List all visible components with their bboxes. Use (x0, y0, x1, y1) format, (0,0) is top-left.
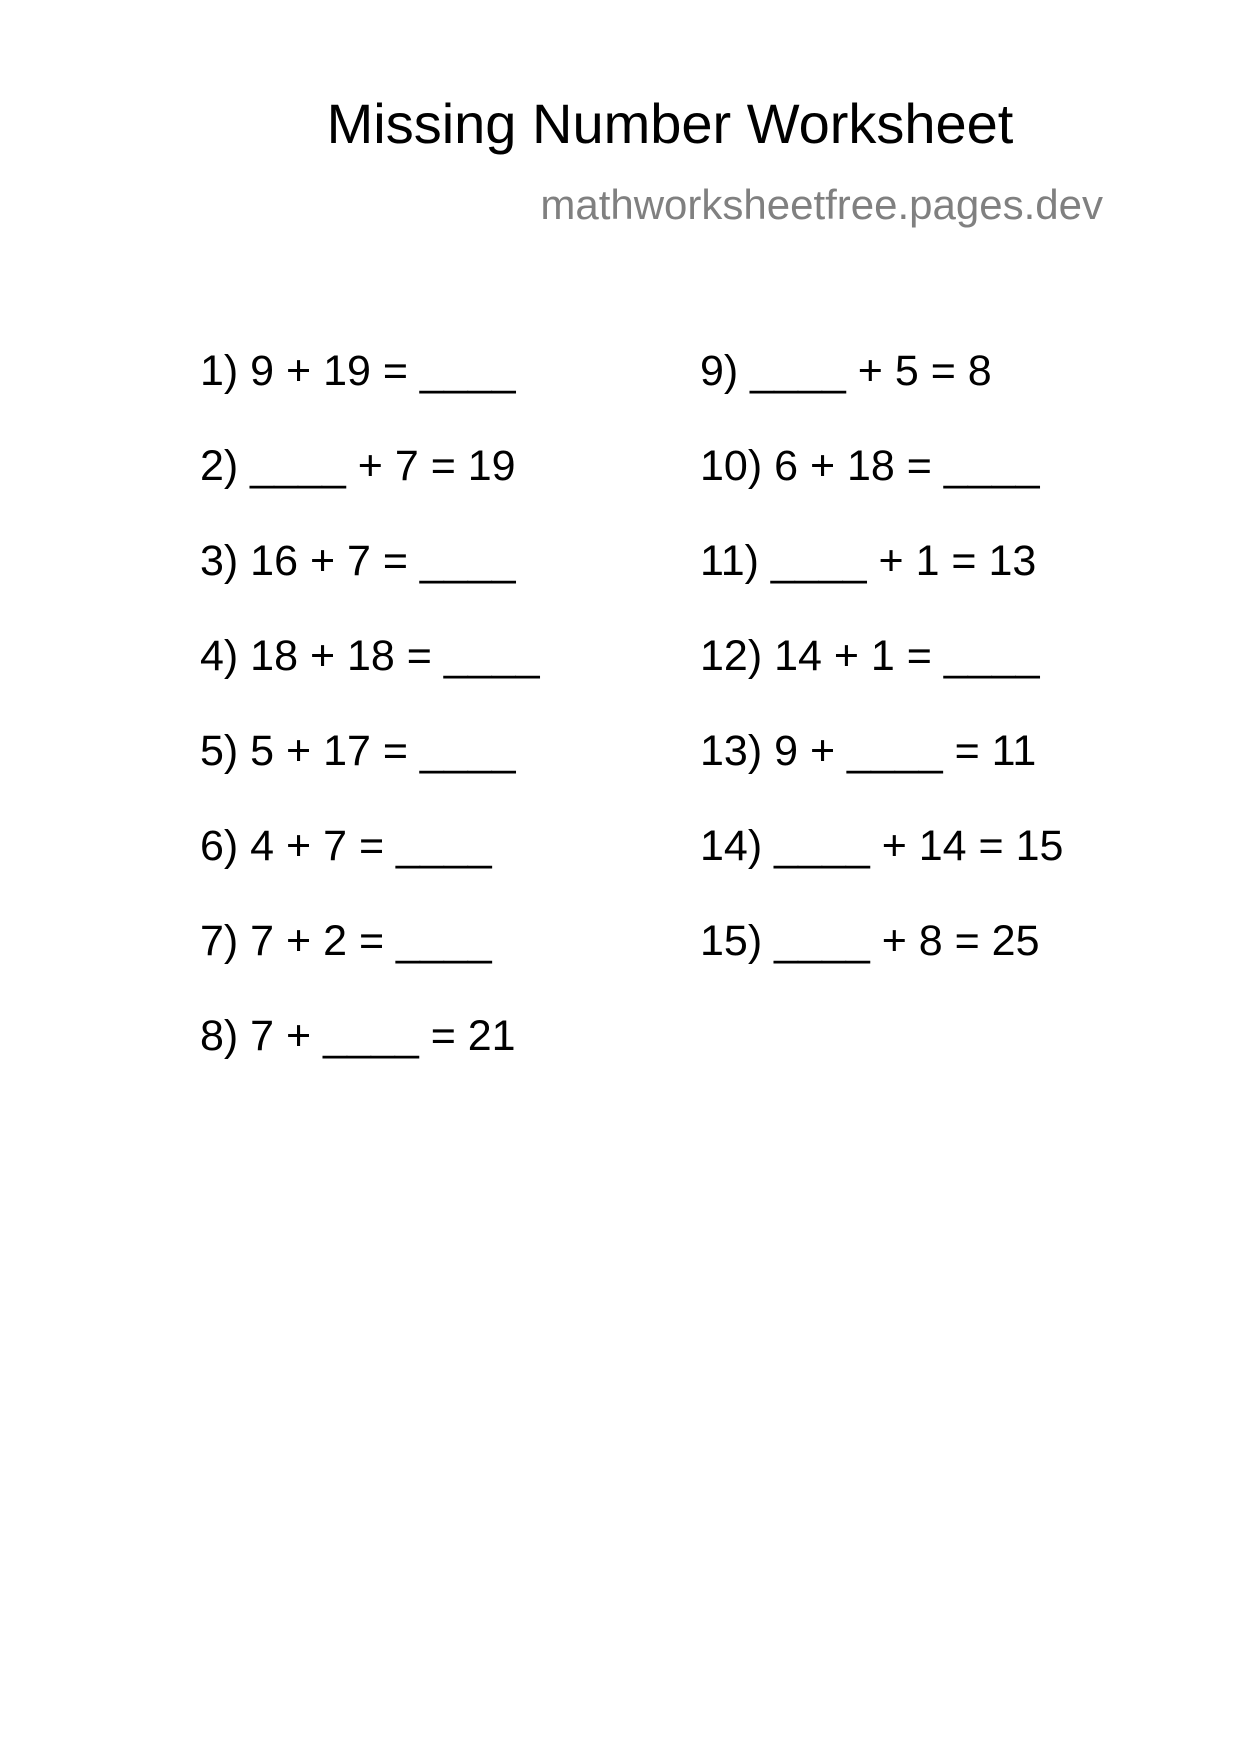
problem-item: 11) ____ + 1 = 13 (700, 537, 1037, 585)
problem-item: 6) 4 + 7 = ____ (200, 822, 492, 870)
problem-item: 2) ____ + 7 = 19 (200, 442, 516, 490)
problem-column-left (200, 347, 540, 1110)
problem-item: 14) ____ + 14 = 15 (700, 822, 1064, 870)
problem-item: 9) ____ + 5 = 8 (700, 347, 992, 395)
problem-item: 5) 5 + 17 = ____ (200, 727, 516, 775)
problem-item: 13) 9 + ____ = 11 (700, 727, 1037, 775)
problem-item: 10) 6 + 18 = ____ (700, 442, 1040, 490)
problem-item: 1) 9 + 19 = ____ (200, 347, 516, 395)
problem-column-right (700, 347, 1064, 1015)
site-url: mathworksheetfree.pages.dev (540, 181, 1103, 228)
problem-item: 8) 7 + ____ = 21 (200, 1012, 516, 1060)
problem-item: 12) 14 + 1 = ____ (700, 632, 1040, 680)
problem-item: 15) ____ + 8 = 25 (700, 917, 1040, 965)
problem-item: 3) 16 + 7 = ____ (200, 537, 516, 585)
worksheet-title: Missing Number Worksheet (326, 92, 1014, 155)
problem-item: 7) 7 + 2 = ____ (200, 917, 492, 965)
problem-item: 4) 18 + 18 = ____ (200, 632, 540, 680)
